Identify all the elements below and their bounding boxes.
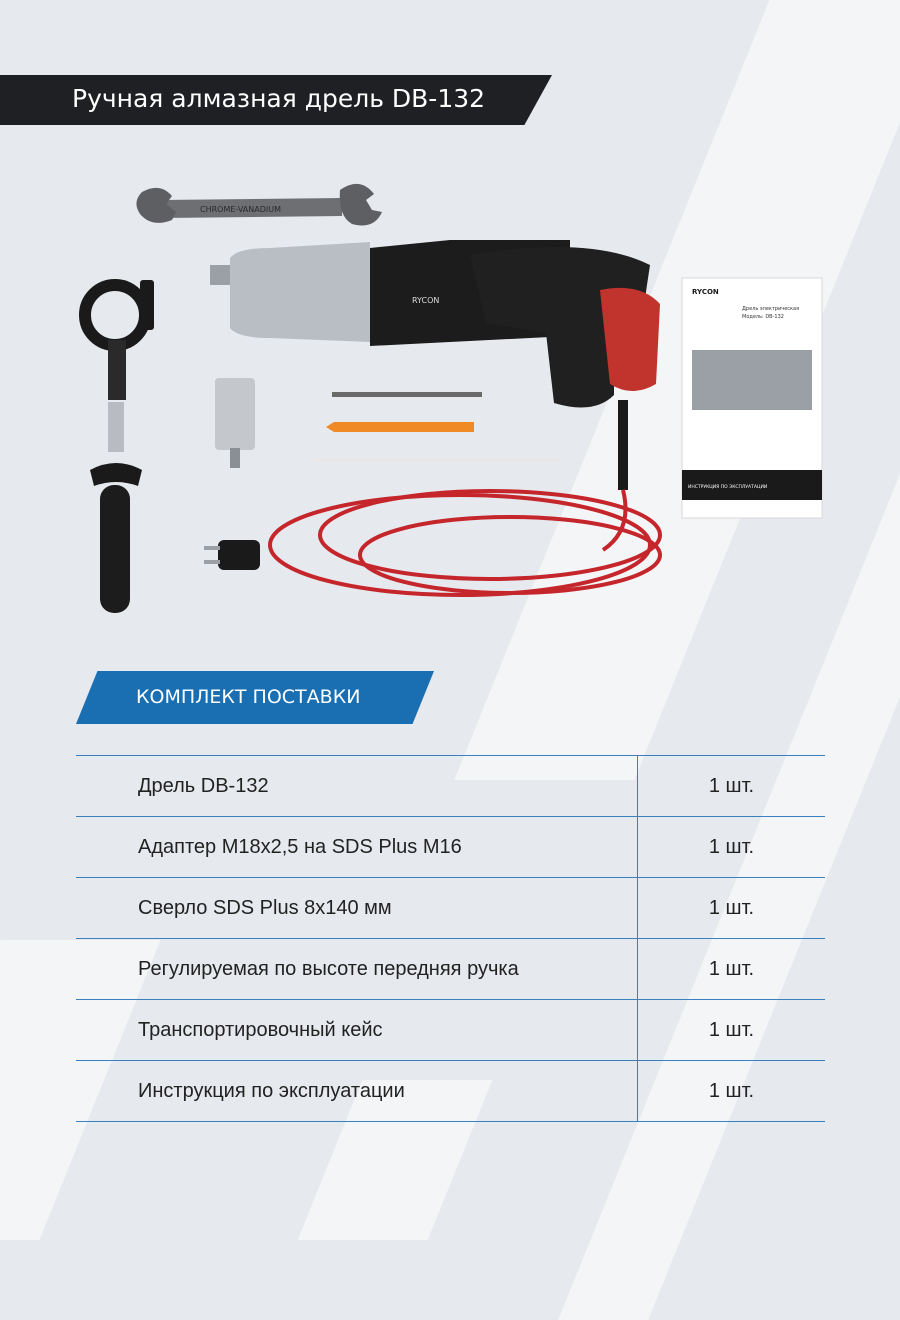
power-cable-image	[270, 490, 660, 595]
table-row	[76, 1061, 825, 1122]
item-qty: 1 шт.	[708, 957, 755, 980]
drill-image	[210, 240, 660, 490]
wrench-label: CHROME-VANADIUM	[200, 205, 281, 214]
manual-image	[682, 278, 822, 518]
item-qty: 1 шт.	[708, 1079, 755, 1102]
side-handle-image	[85, 280, 154, 613]
accessories-image	[314, 392, 562, 462]
item-name: Адаптер М18х2,5 на SDS Plus M16	[76, 817, 638, 877]
package-contents-table	[76, 755, 825, 1122]
item-name: Дрель DB-132	[76, 756, 638, 816]
item-name: Регулируемая по высоте передняя ручка	[76, 939, 638, 999]
page-title: Ручная алмазная дрель DB-132	[72, 84, 486, 113]
item-qty: 1 шт.	[708, 1018, 755, 1041]
table-row	[76, 878, 825, 939]
drill-brand: RYCON	[412, 296, 440, 305]
table-row	[76, 756, 825, 817]
wrench-image	[136, 184, 382, 226]
manual-footer: ИНСТРУКЦИЯ ПО ЭКСПЛУАТАЦИИ	[688, 485, 768, 490]
item-name: Инструкция по эксплуатации	[76, 1061, 638, 1121]
table-row	[76, 939, 825, 1000]
item-qty: 1 шт.	[708, 835, 755, 858]
table-row	[76, 1000, 825, 1061]
product-photo	[70, 170, 840, 640]
manual-brand: RYCON	[692, 288, 719, 296]
table-row	[76, 817, 825, 878]
plug-image	[204, 540, 260, 570]
section-title: КОМПЛЕКТ ПОСТАВКИ	[136, 686, 361, 708]
manual-model: Модель: DB-132	[742, 314, 784, 320]
adapter-image	[215, 378, 255, 468]
item-qty: 1 шт.	[708, 774, 755, 797]
item-name: Транспортировочный кейс	[76, 1000, 638, 1060]
item-name: Сверло SDS Plus 8х140 мм	[76, 878, 638, 938]
item-qty: 1 шт.	[708, 896, 755, 919]
manual-model-label: Дрель электрическая	[742, 306, 800, 312]
